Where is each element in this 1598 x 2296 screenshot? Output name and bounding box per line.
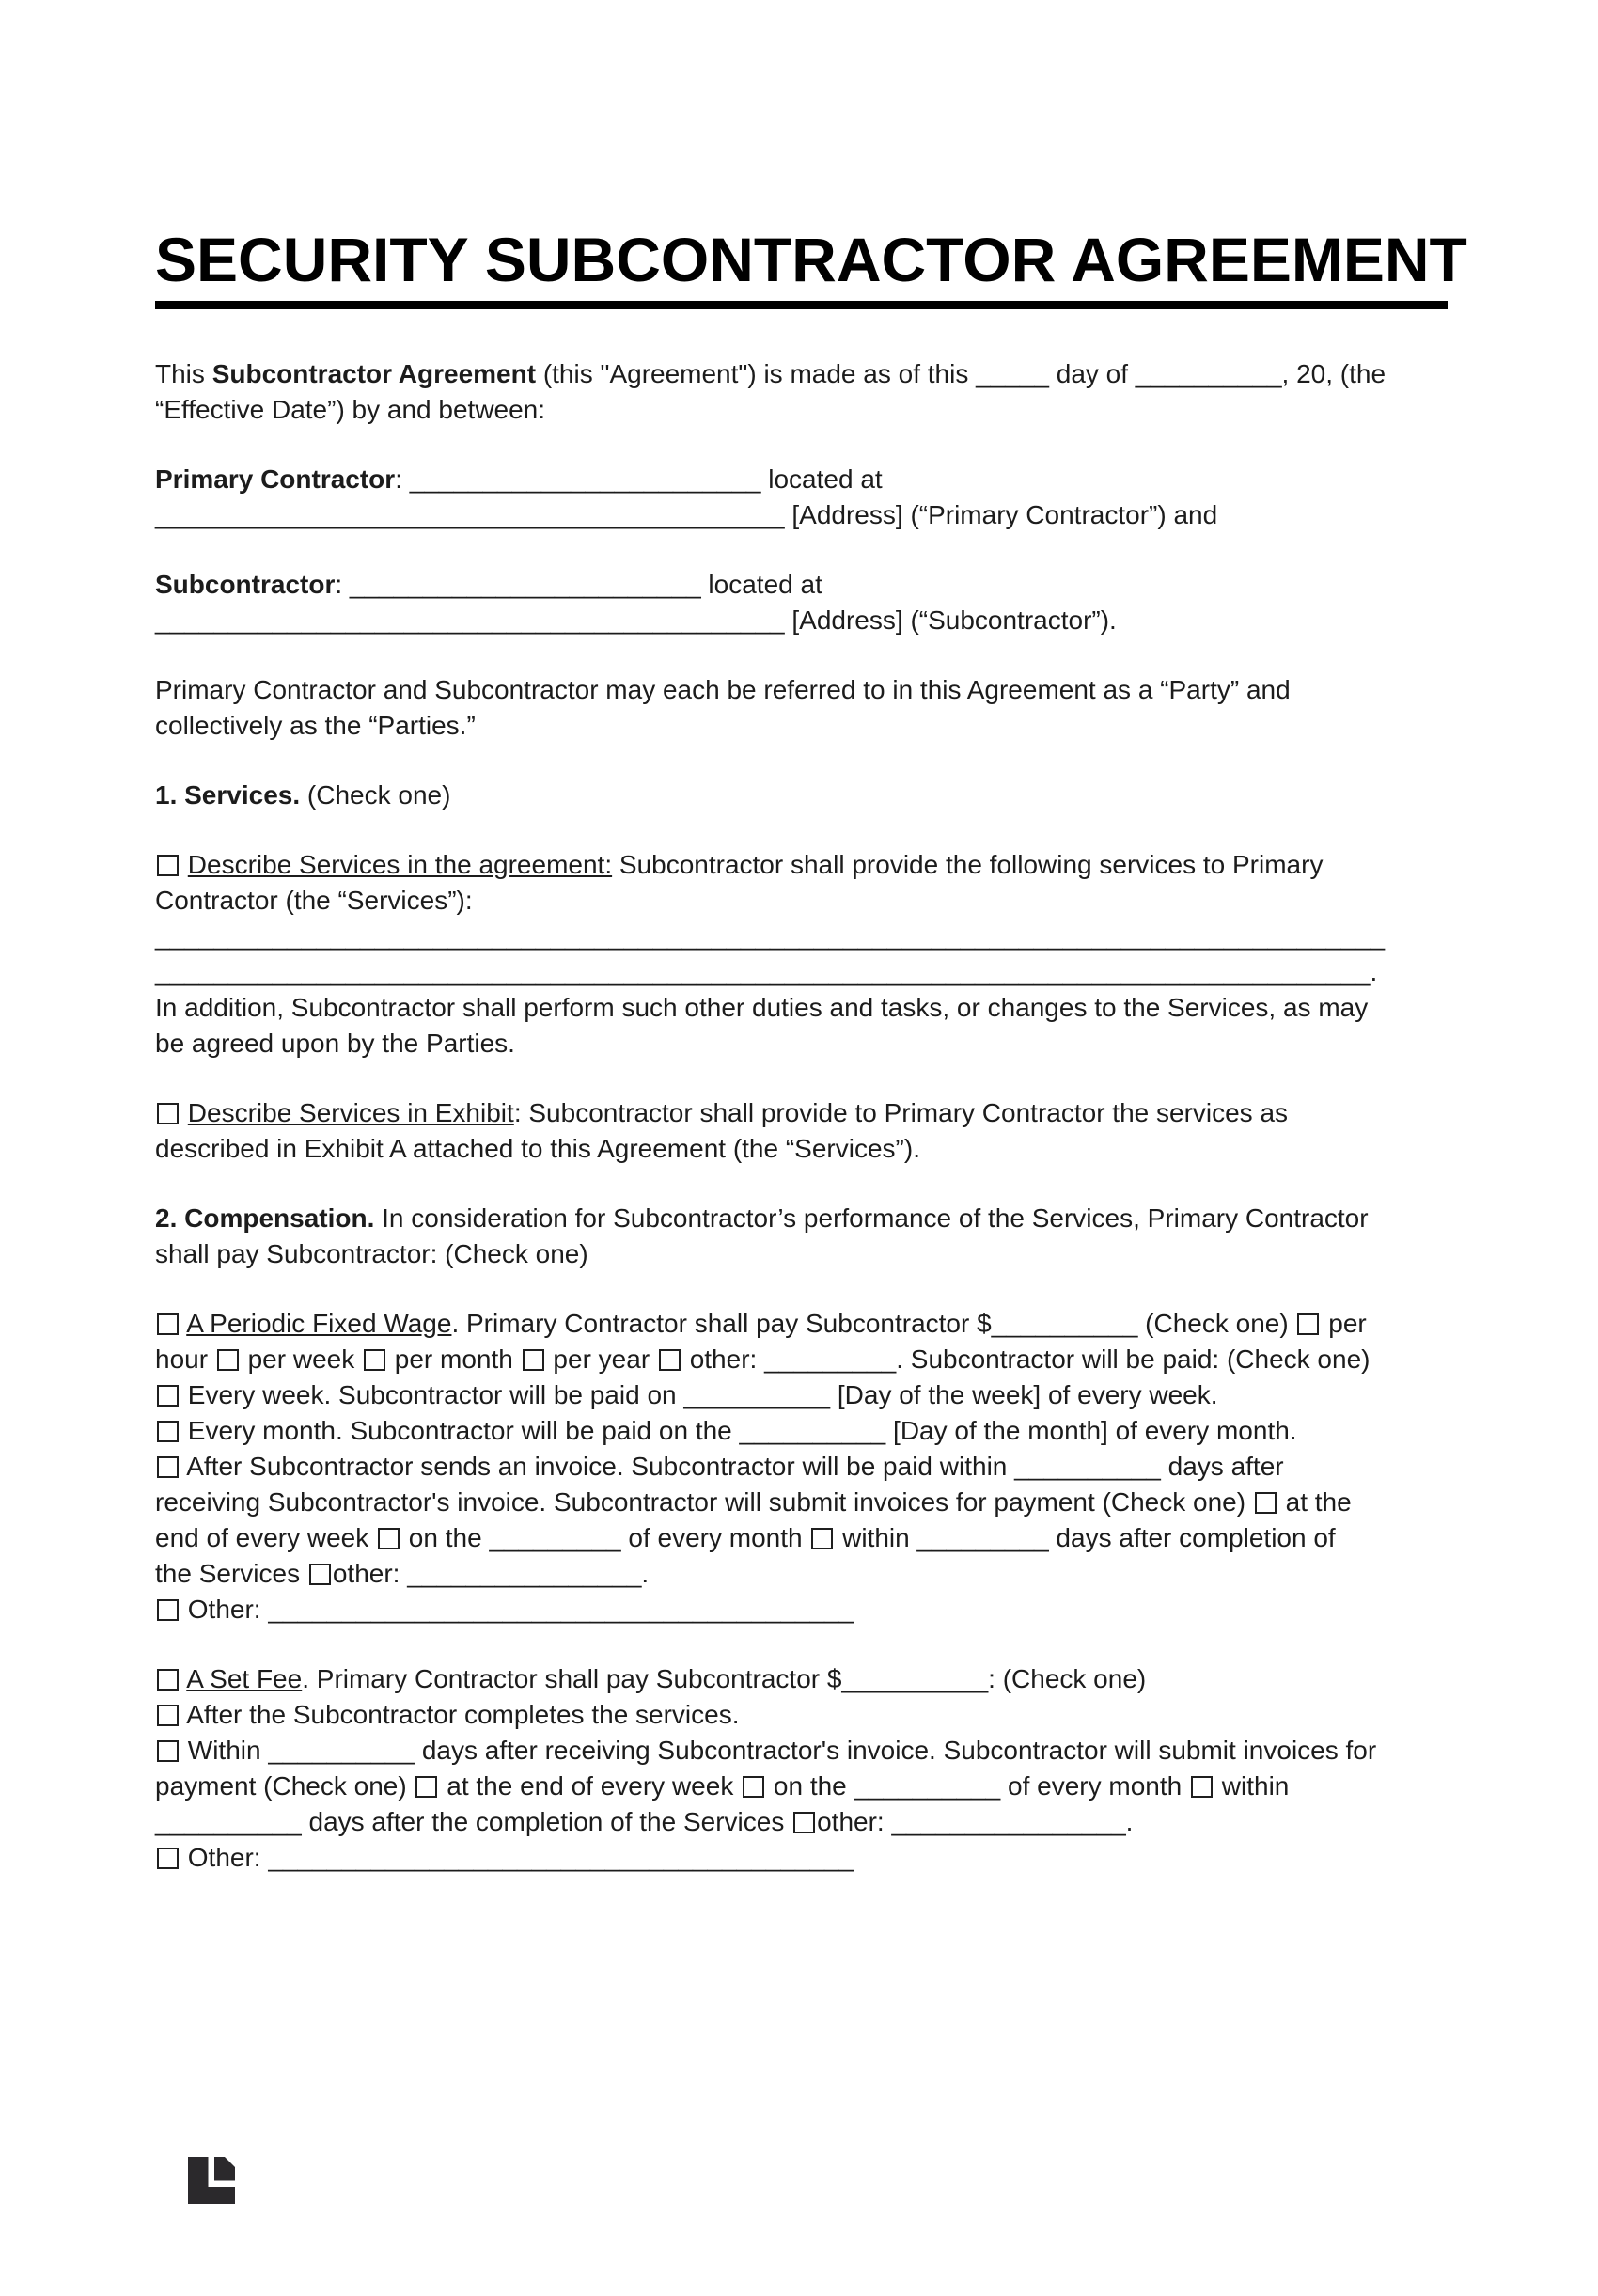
checkbox-icon[interactable]	[364, 1349, 385, 1371]
text-run: per week	[240, 1345, 362, 1374]
document-title: SECURITY SUBCONTRACTOR AGREEMENT	[155, 225, 1467, 294]
checkbox-icon[interactable]	[157, 1385, 179, 1407]
bold-text: Primary Contractor	[155, 464, 396, 494]
text-run: Contractor (the “Services”):	[155, 886, 473, 915]
text-run: per	[1321, 1309, 1367, 1338]
checkbox-icon[interactable]	[217, 1349, 239, 1371]
text-run: hour	[155, 1345, 215, 1374]
text-run: other: ________________.	[332, 1559, 650, 1588]
checkbox-icon[interactable]	[157, 1669, 179, 1691]
text-run: ___________________________________________ [Address] (“Primary Contractor”) and	[155, 500, 1218, 529]
text-run: : ________________________ located at	[395, 464, 883, 494]
paragraph-intro	[155, 356, 1448, 428]
checkbox-icon[interactable]	[811, 1528, 833, 1549]
text-run: . Primary Contractor shall pay Subcontractor $__________: (Check one)	[302, 1664, 1147, 1693]
paragraph-subcontractor	[155, 567, 1448, 638]
text-run: “Effective Date”) by and between:	[155, 395, 546, 424]
text-run: In addition, Subcontractor shall perform such other duties and tasks, or changes to the Services, as may	[155, 993, 1369, 1022]
bold-text: 2. Compensation.	[155, 1203, 375, 1233]
checkbox-icon[interactable]	[157, 1848, 179, 1869]
text-run: (Check one)	[300, 780, 451, 810]
checkbox-icon[interactable]	[415, 1776, 437, 1798]
text-run: end of every week	[155, 1523, 377, 1552]
text-run: Subcontractor shall provide the following services to Primary	[612, 850, 1324, 879]
checkbox-icon[interactable]	[793, 1812, 815, 1833]
checkbox-icon[interactable]	[309, 1564, 331, 1585]
text-run: __________ days after the completion of the Services	[155, 1807, 792, 1836]
paragraph-compensation-heading	[155, 1201, 1448, 1272]
text-run	[180, 850, 188, 879]
checkbox-icon[interactable]	[157, 855, 179, 876]
checkbox-icon[interactable]	[157, 1421, 179, 1442]
text-run: After Subcontractor sends an invoice. Subcontractor will be paid within __________ days after	[180, 1452, 1284, 1481]
text-run: receiving Subcontractor's invoice. Subcontractor will submit invoices for payment (Check one)	[155, 1487, 1253, 1517]
text-run: described in Exhibit A attached to this Agreement (the “Services”).	[155, 1134, 920, 1163]
checkbox-icon[interactable]	[157, 1313, 179, 1335]
text-run: at the	[1277, 1487, 1352, 1517]
text-run: In consideration for Subcontractor’s performance of the Services, Primary Contractor	[374, 1203, 1369, 1233]
checkbox-icon[interactable]	[523, 1349, 544, 1371]
bold-text: Subcontractor Agreement	[212, 359, 537, 388]
text-run: other: _________. Subcontractor will be paid: (Check one)	[682, 1345, 1371, 1374]
paragraph-services-in-agreement	[155, 847, 1448, 1062]
text-run: collectively as the “Parties.”	[155, 711, 476, 740]
text-run: : ________________________ located at	[335, 570, 822, 599]
legal-templates-logo-icon	[188, 2157, 235, 2204]
text-run: shall pay Subcontractor: (Check one)	[155, 1239, 588, 1268]
checkbox-icon[interactable]	[157, 1103, 179, 1124]
checkbox-icon[interactable]	[157, 1740, 179, 1762]
document-body	[155, 356, 1448, 1876]
checkbox-icon[interactable]	[1297, 1313, 1319, 1335]
document-page	[0, 225, 1598, 1876]
underlined-text: Describe Services in Exhibit	[187, 1098, 514, 1127]
text-run: be agreed upon by the Parties.	[155, 1029, 515, 1058]
text-run	[180, 1098, 188, 1127]
checkbox-icon[interactable]	[157, 1705, 179, 1726]
checkbox-icon[interactable]	[157, 1456, 179, 1478]
text-run: Within __________ days after receiving Subcontractor's invoice. Subcontractor will submit invoices for	[180, 1736, 1377, 1765]
text-run: within	[1214, 1771, 1290, 1801]
text-run: within _________ days after completion of	[835, 1523, 1336, 1552]
text-run: (this "Agreement") is made as of this _____ day of __________, 20, (the	[536, 359, 1386, 388]
checkbox-icon[interactable]	[157, 1599, 179, 1621]
text-run: at the end of every week	[439, 1771, 742, 1801]
text-run: the Services	[155, 1559, 307, 1588]
text-run: After the Subcontractor completes the services.	[180, 1700, 740, 1729]
bold-text: 1. Services.	[155, 780, 301, 810]
text-run: Primary Contractor and Subcontractor may each be referred to in this Agreement as a “Party” and	[155, 675, 1291, 704]
checkbox-icon[interactable]	[1191, 1776, 1213, 1798]
text-run: Other: ________________________________________	[180, 1595, 854, 1624]
text-run: This	[155, 359, 212, 388]
checkbox-icon[interactable]	[743, 1776, 764, 1798]
paragraph-services-in-exhibit	[155, 1095, 1448, 1167]
text-run: per month	[387, 1345, 521, 1374]
paragraph-parties	[155, 672, 1448, 744]
text-run: payment (Check one)	[155, 1771, 415, 1801]
underlined-text: A Set Fee	[186, 1664, 303, 1693]
text-run: ____________________________________________________________________________________	[155, 921, 1386, 951]
text-run: . Primary Contractor shall pay Subcontractor $__________ (Check one)	[451, 1309, 1296, 1338]
text-run: other: ________________.	[817, 1807, 1134, 1836]
underlined-text: A Periodic Fixed Wage	[186, 1309, 452, 1338]
underlined-text: Describe Services in the agreement:	[187, 850, 613, 879]
bold-text: Subcontractor	[155, 570, 336, 599]
checkbox-icon[interactable]	[378, 1528, 400, 1549]
title-divider-rule	[155, 301, 1448, 309]
text-run: per year	[545, 1345, 657, 1374]
checkbox-icon[interactable]	[1255, 1492, 1277, 1514]
checkbox-icon[interactable]	[659, 1349, 681, 1371]
text-run: Every week. Subcontractor will be paid on __________ [Day of the week] of every week.	[180, 1380, 1218, 1409]
text-run: Every month. Subcontractor will be paid on the __________ [Day of the month] of every month.	[180, 1416, 1297, 1445]
text-run: on the __________ of every month	[766, 1771, 1189, 1801]
text-run: Other: ________________________________________	[180, 1843, 854, 1872]
text-run: ___________________________________________________________________________________.	[155, 957, 1378, 986]
text-run: ___________________________________________ [Address] (“Subcontractor”).	[155, 605, 1117, 635]
paragraph-services-heading	[155, 778, 1448, 813]
text-run: : Subcontractor shall provide to Primary Contractor the services as	[513, 1098, 1289, 1127]
text-run: on the _________ of every month	[401, 1523, 810, 1552]
paragraph-primary-contractor	[155, 462, 1448, 533]
paragraph-periodic-fixed-wage	[155, 1306, 1448, 1628]
paragraph-set-fee	[155, 1661, 1448, 1876]
